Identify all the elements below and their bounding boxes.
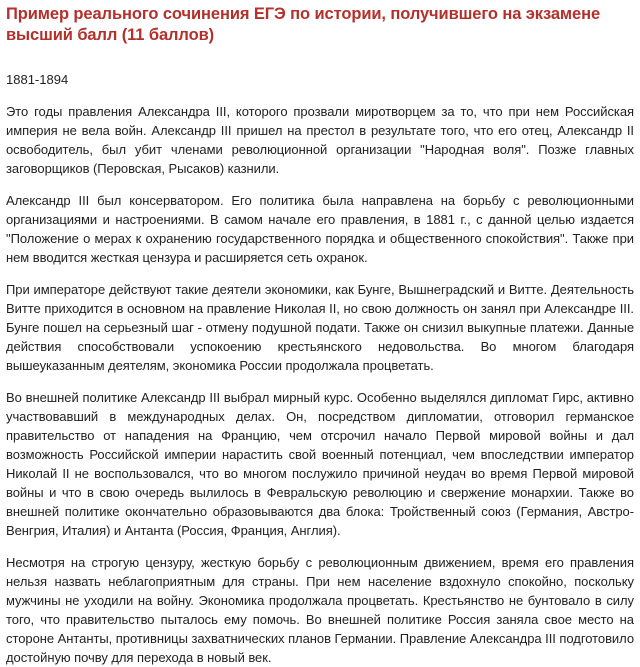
paragraph-5: Несмотря на строгую цензуру, жесткую борьбу с революционным движением, время его правления нельзя назвать неблагоприятным для страны. При нем население вздохнуло спокойно, поскольку мужчины не уходили на войну. Экономика продолжала процветать. Крестьянство не бунтовало в силу того, что правительство пыталось ему помочь. Во внешней политике Россия заняла свое место на стороне Антанты, противницы захватнических планов Германии. Правление Александра III подготовило достойную почву для перехода в новый век. <box>6 555 634 665</box>
article <box>6 0 634 667</box>
paragraph-4: Во внешней политике Александр III выбрал мирный курс. Особенно выделялся дипломат Гирс, активно участвовавший в международных делах. Он, посредством дипломатии, отговорил германское правительство от нападения на Францию, чем отсрочил начало Первой мировой войны и дал возможность Российской империи нарастить свой военный потенциал, чем впоследствии император Николай II не воспользовался, что во многом послужило причиной неудач во время Первой мировой войны и что в свою очередь вылилось в Февральскую революцию и свержение монархии. Также во внешней политике окончательно образовываются два блока: Тройственный союз (Германия, Австро-Венгрия, Италия) и Антанта (Россия, Франция, Англия). <box>6 390 634 538</box>
paragraph-2: Александр III был консерватором. Его политика была направлена на борьбу с революционными организациями и настроениями. В самом начале его правления, в 1881 г., с данной целью издается "Положение о мерах к охранению государственного порядка и общественного спокойствия". Также при нем вводится жесткая цензура и расширяется сеть охранок. <box>6 193 634 265</box>
paragraph-1: Это годы правления Александра III, которого прозвали миротворцем за то, что при нем Российская империя не вела войн. Александр III пришел на престол в результате того, что его отец, Александр II освободитель, был убит членами революционной организации "Народная воля". Позже главных заговорщиков (Перовская, Рысаков) казнили. <box>6 104 634 176</box>
article-title: Пример реального сочинения ЕГЭ по истории, получившего на экзамене высший балл (11 баллов) <box>6 5 601 44</box>
paragraph-3: При императоре действуют такие деятели экономики, как Бунге, Вышнеградский и Витте. Деятельность Витте приходится в основном на правление Николая II, но свою должность он занял при Александре III. Бунге пошел на серьезный шаг - отмену подушной подати. Также он снизил выкупные платежи. Данные действия способствовали успокоению крестьянского недовольства. Во многом благодаря вышеуказанным деятелям, экономика России продолжала процветать. <box>6 282 634 373</box>
period-years: 1881-1894 <box>6 72 69 87</box>
